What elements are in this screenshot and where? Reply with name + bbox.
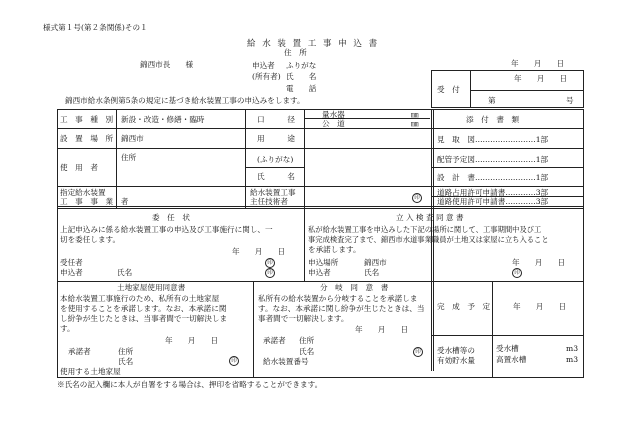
tank-elevated-unit: m3 [566,355,579,364]
doc-2: 配管予定図……………………1部 [437,155,549,164]
applicant-address-label: 住 所 [284,48,307,57]
receipt-no-suffix: 号 [566,96,574,105]
completion-date: 年 月 日 [513,302,567,311]
inspection-body-3: を承諾します。 [308,245,361,254]
doc-4: 道路占用許可申請書…………3部 [437,188,549,197]
land-seal: 印 [229,356,239,366]
land-body-1: 本給水装置工事施行のため、私所有の土地家屋 [60,294,220,303]
mm-unit-2: ㎜ [411,119,419,128]
doc-5: 道路使用許可申請書…………3部 [437,197,549,206]
land-title: 土地家屋使用同意書 [117,283,186,292]
delegation-name: 氏名 [117,268,133,277]
delegation-applicant-seal: 印 [265,268,275,278]
footnote: ※氏名の記入欄に本人が自署をする場合は、押印を省略することができます。 [57,380,323,389]
owner-label: (所有者) [252,72,281,81]
receipt-label: 受 付 [437,85,460,94]
delegation-principal: 受任者 [60,258,83,267]
land-body-3: し紛争が生じたときは、当事者間で一切解決しま [60,314,228,323]
land-name: 氏名 [118,357,134,366]
engineer-label-1: 給水装置工事 [250,188,296,197]
application-statement: 錦西市給水条例第5条の規定に基づき給水装置工事の申込みをします。 [65,96,305,105]
user-name-label: 氏 名 [257,172,295,181]
form-title: 給 水 装 置 工 事 申 込 書 [247,39,380,49]
applicant-name-label: 氏 名 [286,72,317,81]
work-type-label: 工 事 種 別 [60,115,114,124]
inspection-name: 氏名 [364,268,380,277]
delegation-applicant: 申込者 [60,268,83,277]
inspection-body-2: 事完成検査完了まで、錦西市水道事業職員が土地又は家屋に立ち入ること [308,235,549,244]
tank-label-2: 有効貯水量 [437,356,475,365]
meter-label: 量水器 [322,110,345,119]
tank-receiving-unit: m3 [566,344,579,353]
attached-docs-label: 添 付 書 類 [466,115,520,124]
applicant-label: 申込者 [252,61,275,70]
doc-3: 設 計 書……………………1部 [437,173,549,182]
form-number: 様式第１号(第２条関係)その１ [43,23,148,32]
furigana-label: ふりがな [286,61,317,70]
location-value: 錦西市 [121,134,144,143]
land-date: 年 月 日 [165,336,219,345]
land-footer: 使用する土地家屋 [60,367,121,376]
tank-receiving: 受水槽 [496,344,519,353]
user-label: 使 用 者 [60,163,98,172]
header-date: 年 月 日 [511,59,565,68]
addressee: 錦西市長 様 [140,60,194,69]
receipt-no-prefix: 第 [488,96,496,105]
branch-date: 年 月 日 [355,325,409,334]
doc-1: 見 取 図……………………1部 [437,135,549,144]
branch-consenter: 承諾者 [263,336,286,345]
engineer-label-2: 主任技術者 [250,197,288,206]
branch-title: 分 岐 同 意 書 [320,283,389,292]
branch-device-no: 給水装置番号 [263,357,309,366]
road-label: 公 道 [322,119,345,128]
land-body-4: す。 [60,324,75,333]
user-furigana-label: (ふりがな) [257,155,294,164]
inspection-body-1: 私が給水装置工事を申込みした下記の場所に関して、工事期間中及び工 [308,225,542,234]
branch-seal: 印 [413,347,423,357]
branch-body-1: 私所有の給水装置から分岐することを承諾しま [258,294,418,303]
mm-unit-1: ㎜ [411,110,419,119]
branch-body-3: 事者間で一切解決します。 [258,314,349,323]
branch-body-2: す。なお、本承諾に関し紛争が生じたときは、当 [258,304,425,313]
principal-seal: 印 [265,258,275,268]
branch-address: 住所 [299,336,315,345]
applicant-phone-label: 電 話 [286,84,317,93]
completion-label: 完 成 予 定 [437,302,491,311]
delegation-body-2: 切を委任します。 [60,235,121,244]
use-label: 用 途 [257,134,295,143]
inspection-seal: 印 [512,268,522,278]
land-body-2: を使用することを承諾します。なお、本承諾に関 [60,304,227,313]
delegation-body-1: 上記申込みに係る給水装置工事の申込及び工事施行に関し、一 [60,225,273,234]
user-address-label: 住所 [121,153,137,162]
location-label: 設 置 場 所 [60,134,114,143]
receipt-date: 年 月 日 [514,74,568,83]
engineer-seal: 印 [412,193,422,203]
inspection-location-label: 申込場所 [308,258,339,267]
work-type-value: 新設・改造・修繕・臨時 [121,115,205,124]
delegation-title: 委 任 状 [152,213,190,222]
inspection-applicant: 申込者 [308,268,331,277]
inspection-date: 年 月 日 [512,258,566,267]
branch-name: 氏名 [299,347,315,356]
delegation-date: 年 月 日 [232,247,286,256]
land-consenter: 承諾者 [68,347,91,356]
tank-label-1: 受水槽等の [437,346,475,355]
inspection-title: 立 入 検 査 同 意 書 [396,213,464,222]
land-address: 住所 [118,347,134,356]
contractor-label-1: 指定給水装置 [60,188,106,197]
diameter-label: 口 径 [257,115,295,124]
contractor-label-2: 工 事 事 業 者 [60,197,129,206]
inspection-location-value: 錦西市 [364,258,387,267]
tank-elevated: 高置水槽 [496,355,527,364]
